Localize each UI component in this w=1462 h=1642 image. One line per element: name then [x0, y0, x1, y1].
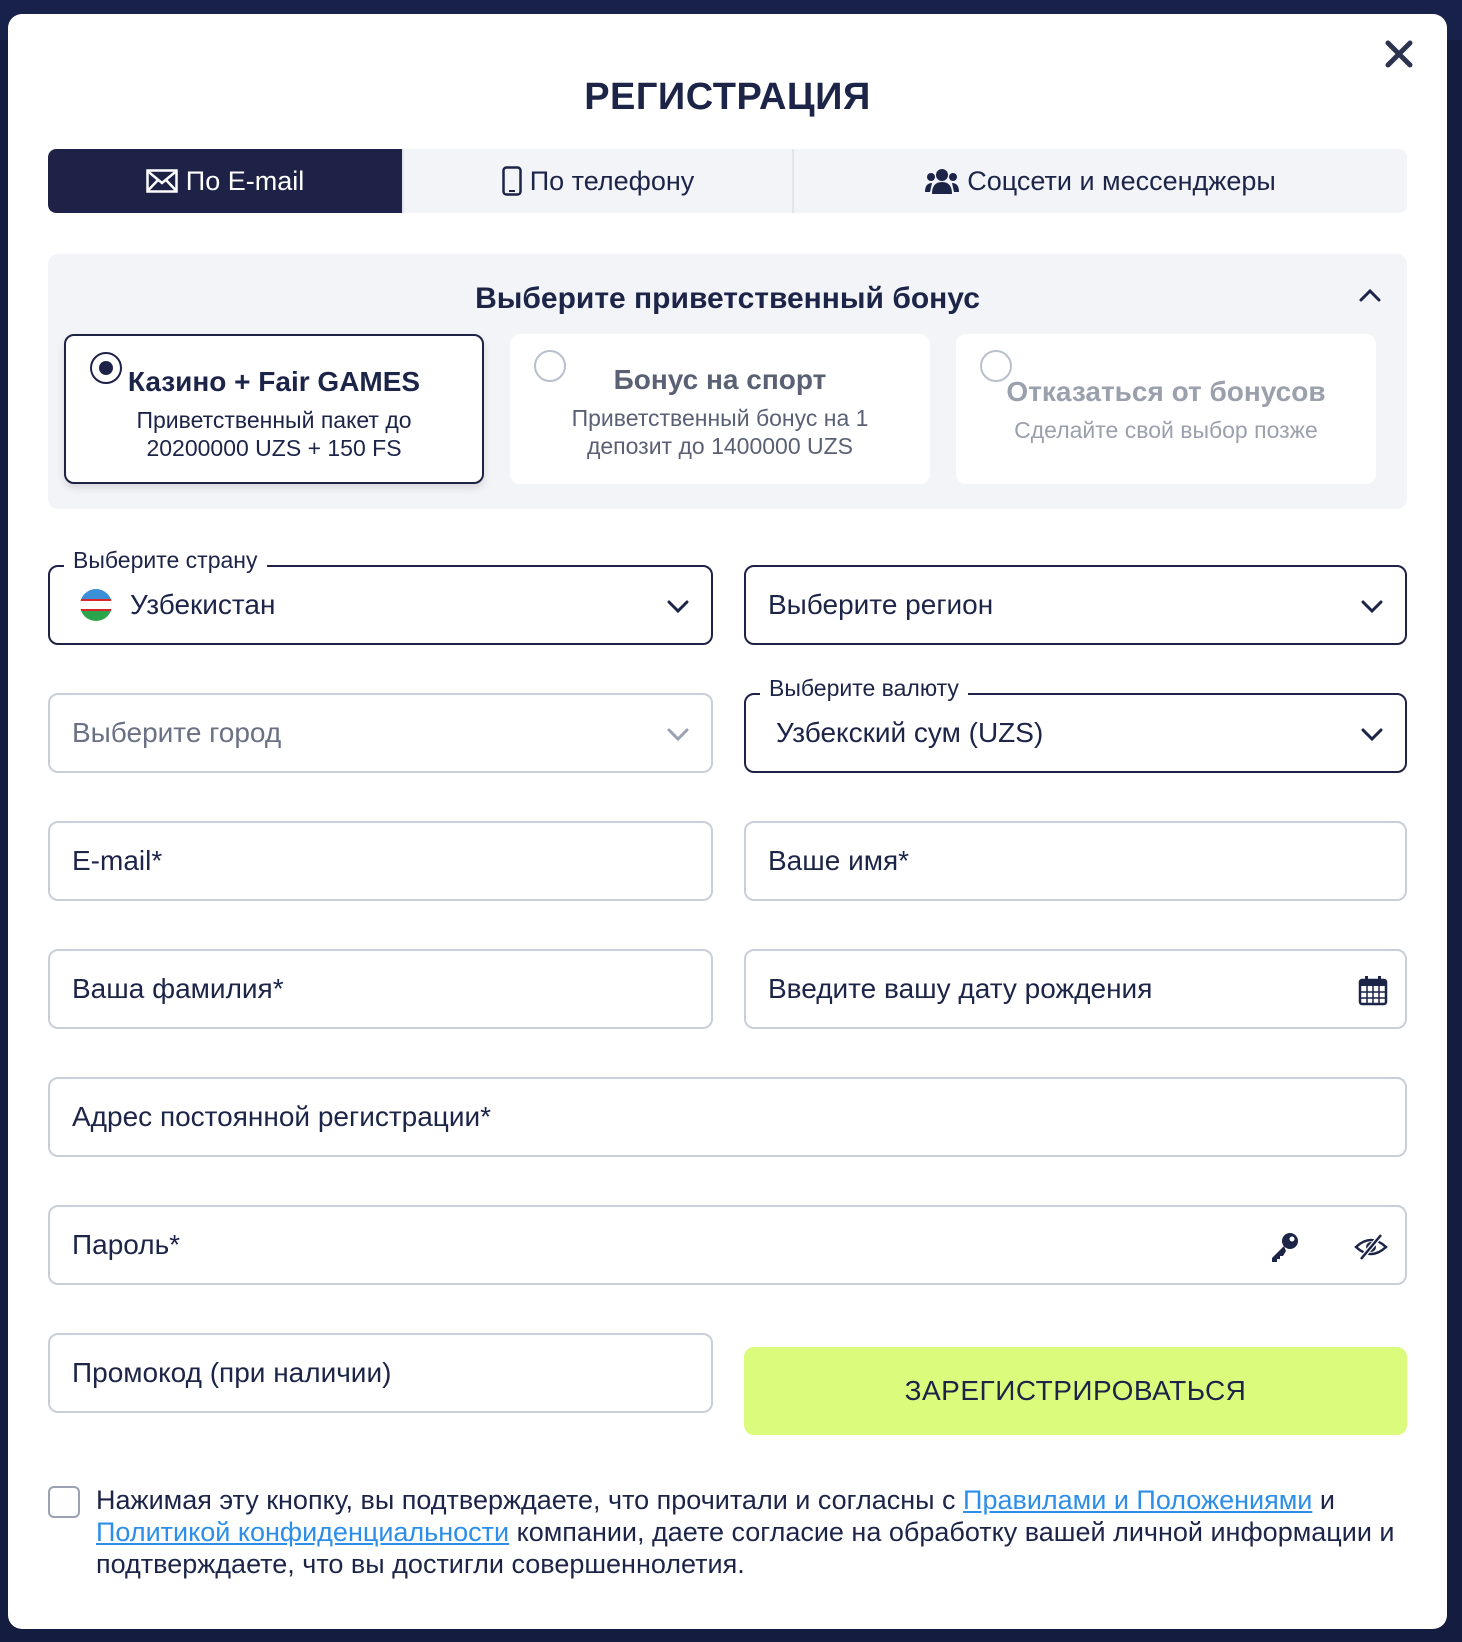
close-icon	[1384, 39, 1414, 69]
bonus-option-desc: Сделайте свой выбор позже	[1014, 417, 1318, 443]
promo-code-field[interactable]	[48, 1333, 713, 1413]
chevron-down-icon	[665, 593, 691, 619]
radio-unselected[interactable]	[980, 350, 1012, 382]
phone-icon	[502, 166, 522, 196]
promo-placeholder: Промокод (при наличии)	[72, 1357, 392, 1388]
region-select[interactable]	[744, 565, 1407, 645]
bonus-option-casino[interactable]	[64, 334, 484, 484]
bonus-option-sport[interactable]	[510, 334, 930, 484]
currency-legend: Выберите валюту	[760, 675, 968, 702]
bonus-option-title: Казино + Fair GAMES	[127, 366, 421, 397]
birthdate-placeholder: Введите вашу дату рождения	[768, 973, 1153, 1004]
agreement-text-part: и	[1312, 1485, 1335, 1515]
last-name-placeholder: Ваша фамилия*	[72, 973, 284, 1004]
first-name-field[interactable]	[744, 821, 1407, 901]
tab-phone-label: По телефону	[529, 165, 695, 196]
city-select[interactable]	[48, 693, 713, 773]
registration-modal	[8, 14, 1447, 1629]
radio-selected[interactable]	[90, 352, 122, 384]
tab-phone[interactable]	[404, 149, 792, 213]
currency-select[interactable]	[744, 675, 1407, 773]
agreement-checkbox[interactable]	[48, 1486, 80, 1518]
privacy-link[interactable]: Политикой конфиденциальности	[96, 1517, 510, 1547]
chevron-up-icon[interactable]	[1355, 280, 1385, 310]
close-button[interactable]	[1379, 34, 1419, 74]
country-legend: Выберите страну	[64, 547, 267, 574]
first-name-placeholder: Ваше имя*	[768, 845, 910, 876]
address-placeholder: Адрес постоянной регистрации*	[72, 1101, 492, 1132]
bonus-title: Выберите приветственный бонус	[475, 282, 980, 315]
bonus-option-desc: Приветственный пакет до 20200000 UZS + 150 FS	[136, 407, 412, 461]
chevron-down-icon	[1359, 593, 1385, 619]
bonus-option-desc: Приветственный бонус на 1 депозит до 1400000 UZS	[571, 405, 869, 459]
chevron-down-icon	[665, 721, 691, 747]
bonus-option-title: Бонус на спорт	[613, 364, 827, 395]
uzbekistan-flag-icon	[80, 589, 112, 621]
tab-social-label: Соцсети и мессенджеры	[967, 165, 1276, 196]
bonus-option-title: Отказаться от бонусов	[1006, 376, 1326, 407]
birthdate-field[interactable]	[744, 949, 1407, 1029]
page-title: РЕГИСТРАЦИЯ	[584, 76, 871, 118]
radio-unselected[interactable]	[534, 350, 566, 382]
bonus-option-decline[interactable]	[956, 334, 1376, 484]
agreement-text	[96, 1484, 1418, 1580]
email-placeholder: E-mail*	[72, 845, 163, 876]
email-field[interactable]	[48, 821, 713, 901]
bonus-panel	[48, 254, 1407, 509]
currency-value: Узбекский сум (UZS)	[776, 717, 1044, 748]
calendar-icon[interactable]	[1355, 973, 1391, 1009]
password-placeholder: Пароль*	[72, 1229, 181, 1260]
users-icon	[925, 168, 959, 194]
tab-email-label: По E-mail	[185, 165, 305, 196]
country-select[interactable]	[48, 547, 713, 645]
password-field[interactable]	[48, 1205, 1407, 1285]
address-field[interactable]	[48, 1077, 1407, 1157]
registration-tabs	[48, 149, 1407, 213]
envelope-icon	[146, 169, 178, 193]
terms-link[interactable]: Правилами и Положениями	[963, 1485, 1313, 1515]
country-value: Узбекистан	[130, 589, 276, 620]
chevron-down-icon	[1359, 721, 1385, 747]
tab-email[interactable]	[48, 149, 402, 213]
agreement-text-part: Нажимая эту кнопку, вы подтверждаете, что прочитали и согласны с	[96, 1485, 964, 1515]
register-button[interactable]: ЗАРЕГИСТРИРОВАТЬСЯ	[744, 1347, 1407, 1435]
agreement-block	[48, 1484, 1418, 1580]
city-placeholder: Выберите город	[72, 717, 282, 748]
agreement-text-part: компании, даете согласие на обработку вашей личной информации и подтверждаете, что вы достигли совершеннолетия.	[96, 1517, 1395, 1579]
key-icon[interactable]	[1267, 1229, 1303, 1265]
tab-social[interactable]	[794, 149, 1407, 213]
last-name-field[interactable]	[48, 949, 713, 1029]
eye-slash-icon[interactable]	[1353, 1229, 1389, 1265]
region-placeholder: Выберите регион	[768, 589, 994, 620]
